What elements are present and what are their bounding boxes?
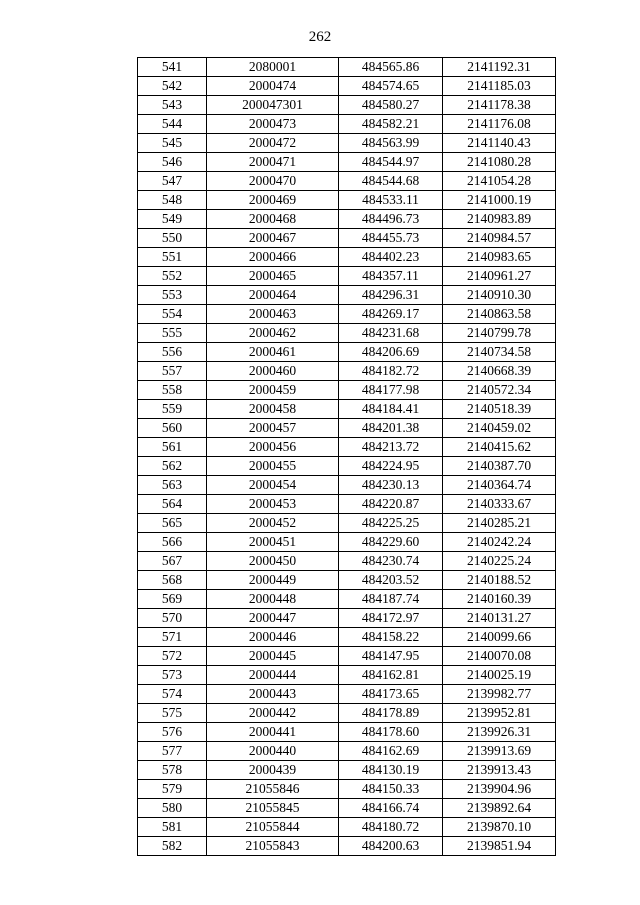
y-coordinate-cell: 2140099.66 [443,628,556,647]
table-row [138,761,556,780]
point-id-cell: 2000452 [207,514,339,533]
y-coordinate-cell: 2140070.08 [443,647,556,666]
y-coordinate-cell: 2141140.43 [443,134,556,153]
x-coordinate-cell: 484200.63 [339,837,443,856]
table-row [138,343,556,362]
point-id-cell: 2000461 [207,343,339,362]
y-coordinate-cell: 2140983.65 [443,248,556,267]
y-coordinate-cell: 2139892.64 [443,799,556,818]
y-coordinate-cell: 2141192.31 [443,58,556,77]
point-number-cell: 547 [138,172,207,191]
x-coordinate-cell: 484544.97 [339,153,443,172]
table-row [138,609,556,628]
point-number-cell: 577 [138,742,207,761]
table-row [138,590,556,609]
table-row [138,153,556,172]
table-row [138,191,556,210]
x-coordinate-cell: 484201.38 [339,419,443,438]
point-id-cell: 2000443 [207,685,339,704]
x-coordinate-cell: 484229.60 [339,533,443,552]
y-coordinate-cell: 2141185.03 [443,77,556,96]
y-coordinate-cell: 2140025.19 [443,666,556,685]
x-coordinate-cell: 484203.52 [339,571,443,590]
table-row [138,134,556,153]
point-id-cell: 2000468 [207,210,339,229]
point-id-cell: 2000441 [207,723,339,742]
y-coordinate-cell: 2140131.27 [443,609,556,628]
table-row [138,400,556,419]
x-coordinate-cell: 484182.72 [339,362,443,381]
table-row [138,77,556,96]
y-coordinate-cell: 2139982.77 [443,685,556,704]
x-coordinate-cell: 484213.72 [339,438,443,457]
point-id-cell: 2000474 [207,77,339,96]
point-number-cell: 571 [138,628,207,647]
coordinates-table [137,57,556,856]
point-number-cell: 559 [138,400,207,419]
x-coordinate-cell: 484582.21 [339,115,443,134]
point-number-cell: 580 [138,799,207,818]
point-id-cell: 2000464 [207,286,339,305]
x-coordinate-cell: 484150.33 [339,780,443,799]
point-number-cell: 562 [138,457,207,476]
table-row [138,837,556,856]
point-number-cell: 568 [138,571,207,590]
point-number-cell: 572 [138,647,207,666]
y-coordinate-cell: 2140387.70 [443,457,556,476]
y-coordinate-cell: 2140799.78 [443,324,556,343]
x-coordinate-cell: 484533.11 [339,191,443,210]
y-coordinate-cell: 2139913.43 [443,761,556,780]
point-number-cell: 555 [138,324,207,343]
y-coordinate-cell: 2140242.24 [443,533,556,552]
point-number-cell: 546 [138,153,207,172]
x-coordinate-cell: 484565.86 [339,58,443,77]
x-coordinate-cell: 484147.95 [339,647,443,666]
table-row [138,362,556,381]
point-number-cell: 541 [138,58,207,77]
point-id-cell: 2000447 [207,609,339,628]
point-number-cell: 569 [138,590,207,609]
point-id-cell: 2000448 [207,590,339,609]
x-coordinate-cell: 484130.19 [339,761,443,780]
table-row [138,666,556,685]
point-number-cell: 564 [138,495,207,514]
table-row [138,305,556,324]
page-number: 262 [308,29,332,45]
table-row [138,267,556,286]
x-coordinate-cell: 484269.17 [339,305,443,324]
point-id-cell: 2000453 [207,495,339,514]
point-id-cell: 200047301 [207,96,339,115]
table-row [138,210,556,229]
y-coordinate-cell: 2140160.39 [443,590,556,609]
point-number-cell: 563 [138,476,207,495]
y-coordinate-cell: 2140225.24 [443,552,556,571]
point-number-cell: 566 [138,533,207,552]
table-row [138,229,556,248]
point-number-cell: 567 [138,552,207,571]
table-row [138,647,556,666]
point-number-cell: 542 [138,77,207,96]
y-coordinate-cell: 2140983.89 [443,210,556,229]
x-coordinate-cell: 484162.81 [339,666,443,685]
table-row [138,533,556,552]
point-number-cell: 549 [138,210,207,229]
x-coordinate-cell: 484580.27 [339,96,443,115]
y-coordinate-cell: 2140415.62 [443,438,556,457]
x-coordinate-cell: 484357.11 [339,267,443,286]
x-coordinate-cell: 484162.69 [339,742,443,761]
x-coordinate-cell: 484455.73 [339,229,443,248]
point-number-cell: 560 [138,419,207,438]
point-id-cell: 21055844 [207,818,339,837]
table-row [138,476,556,495]
point-number-cell: 550 [138,229,207,248]
y-coordinate-cell: 2140910.30 [443,286,556,305]
x-coordinate-cell: 484172.97 [339,609,443,628]
point-number-cell: 544 [138,115,207,134]
table-row [138,324,556,343]
x-coordinate-cell: 484563.99 [339,134,443,153]
point-id-cell: 2000444 [207,666,339,685]
y-coordinate-cell: 2139913.69 [443,742,556,761]
point-id-cell: 2000458 [207,400,339,419]
x-coordinate-cell: 484178.60 [339,723,443,742]
table-row [138,742,556,761]
x-coordinate-cell: 484574.65 [339,77,443,96]
point-id-cell: 2000449 [207,571,339,590]
y-coordinate-cell: 2140285.21 [443,514,556,533]
point-number-cell: 575 [138,704,207,723]
point-number-cell: 556 [138,343,207,362]
point-id-cell: 2000442 [207,704,339,723]
x-coordinate-cell: 484225.25 [339,514,443,533]
y-coordinate-cell: 2139851.94 [443,837,556,856]
y-coordinate-cell: 2141176.08 [443,115,556,134]
x-coordinate-cell: 484224.95 [339,457,443,476]
point-id-cell: 2000451 [207,533,339,552]
y-coordinate-cell: 2140863.58 [443,305,556,324]
x-coordinate-cell: 484180.72 [339,818,443,837]
x-coordinate-cell: 484402.23 [339,248,443,267]
point-id-cell: 2000466 [207,248,339,267]
point-number-cell: 576 [138,723,207,742]
point-number-cell: 548 [138,191,207,210]
point-id-cell: 21055845 [207,799,339,818]
x-coordinate-cell: 484230.13 [339,476,443,495]
point-number-cell: 545 [138,134,207,153]
y-coordinate-cell: 2140734.58 [443,343,556,362]
table-row [138,685,556,704]
point-number-cell: 573 [138,666,207,685]
point-id-cell: 2000460 [207,362,339,381]
point-id-cell: 2000446 [207,628,339,647]
point-id-cell: 2000450 [207,552,339,571]
point-id-cell: 2000445 [207,647,339,666]
y-coordinate-cell: 2141080.28 [443,153,556,172]
y-coordinate-cell: 2140188.52 [443,571,556,590]
point-number-cell: 553 [138,286,207,305]
table-row [138,172,556,191]
x-coordinate-cell: 484158.22 [339,628,443,647]
table-row [138,552,556,571]
x-coordinate-cell: 484230.74 [339,552,443,571]
y-coordinate-cell: 2140364.74 [443,476,556,495]
point-id-cell: 2000473 [207,115,339,134]
x-coordinate-cell: 484166.74 [339,799,443,818]
table-row [138,495,556,514]
point-number-cell: 582 [138,837,207,856]
y-coordinate-cell: 2141054.28 [443,172,556,191]
table-row [138,115,556,134]
point-number-cell: 561 [138,438,207,457]
y-coordinate-cell: 2140518.39 [443,400,556,419]
point-number-cell: 552 [138,267,207,286]
table-row [138,723,556,742]
y-coordinate-cell: 2140572.34 [443,381,556,400]
table-row [138,438,556,457]
y-coordinate-cell: 2139904.96 [443,780,556,799]
point-id-cell: 2000454 [207,476,339,495]
table-row [138,58,556,77]
point-id-cell: 21055846 [207,780,339,799]
x-coordinate-cell: 484296.31 [339,286,443,305]
table-row [138,704,556,723]
y-coordinate-cell: 2140961.27 [443,267,556,286]
y-coordinate-cell: 2140984.57 [443,229,556,248]
table-row [138,457,556,476]
point-id-cell: 2000459 [207,381,339,400]
x-coordinate-cell: 484544.68 [339,172,443,191]
point-id-cell: 2000440 [207,742,339,761]
point-id-cell: 2000465 [207,267,339,286]
point-id-cell: 2000471 [207,153,339,172]
y-coordinate-cell: 2139952.81 [443,704,556,723]
point-id-cell: 2080001 [207,58,339,77]
point-number-cell: 554 [138,305,207,324]
point-id-cell: 2000455 [207,457,339,476]
x-coordinate-cell: 484496.73 [339,210,443,229]
point-id-cell: 2000470 [207,172,339,191]
point-id-cell: 2000463 [207,305,339,324]
table-row [138,419,556,438]
point-number-cell: 581 [138,818,207,837]
point-number-cell: 578 [138,761,207,780]
y-coordinate-cell: 2141000.19 [443,191,556,210]
point-number-cell: 570 [138,609,207,628]
x-coordinate-cell: 484177.98 [339,381,443,400]
point-number-cell: 565 [138,514,207,533]
x-coordinate-cell: 484173.65 [339,685,443,704]
point-id-cell: 2000469 [207,191,339,210]
point-id-cell: 2000467 [207,229,339,248]
table-row [138,628,556,647]
point-id-cell: 2000439 [207,761,339,780]
x-coordinate-cell: 484187.74 [339,590,443,609]
point-number-cell: 543 [138,96,207,115]
coordinates-table-body [138,58,556,856]
y-coordinate-cell: 2139870.10 [443,818,556,837]
table-row [138,286,556,305]
table-row [138,571,556,590]
y-coordinate-cell: 2140333.67 [443,495,556,514]
point-number-cell: 551 [138,248,207,267]
point-id-cell: 2000456 [207,438,339,457]
y-coordinate-cell: 2139926.31 [443,723,556,742]
table-row [138,780,556,799]
table-row [138,381,556,400]
x-coordinate-cell: 484206.69 [339,343,443,362]
y-coordinate-cell: 2140668.39 [443,362,556,381]
table-row [138,96,556,115]
x-coordinate-cell: 484178.89 [339,704,443,723]
point-id-cell: 2000462 [207,324,339,343]
point-number-cell: 558 [138,381,207,400]
table-row [138,799,556,818]
point-id-cell: 2000472 [207,134,339,153]
y-coordinate-cell: 2141178.38 [443,96,556,115]
table-row [138,514,556,533]
point-number-cell: 557 [138,362,207,381]
table-row [138,818,556,837]
y-coordinate-cell: 2140459.02 [443,419,556,438]
point-id-cell: 21055843 [207,837,339,856]
table-row [138,248,556,267]
x-coordinate-cell: 484220.87 [339,495,443,514]
point-id-cell: 2000457 [207,419,339,438]
point-number-cell: 574 [138,685,207,704]
x-coordinate-cell: 484231.68 [339,324,443,343]
point-number-cell: 579 [138,780,207,799]
x-coordinate-cell: 484184.41 [339,400,443,419]
